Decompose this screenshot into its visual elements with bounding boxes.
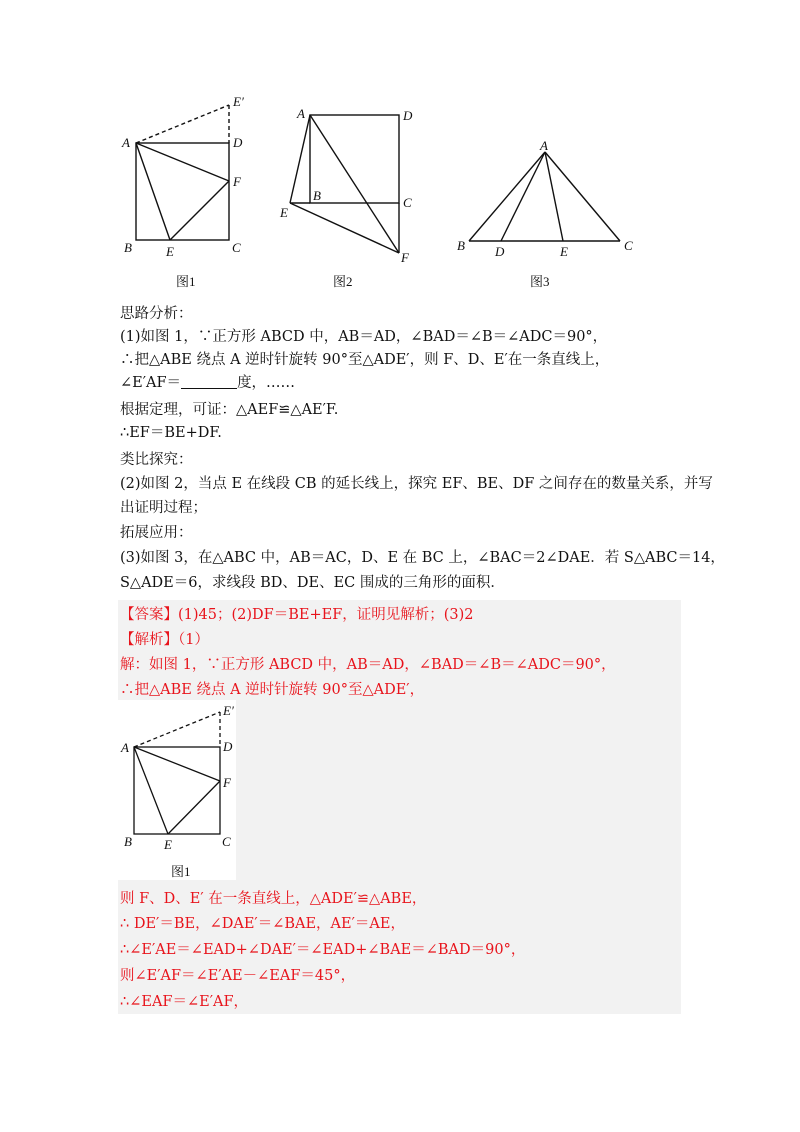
fig3-label-e: E [560,244,568,259]
solution-figure [118,700,236,880]
solution-figure-box [118,700,236,880]
fig3-label-b: B [457,238,465,253]
text-line-4b: 度，…… [237,375,296,391]
fig1-caption: 图1 [176,274,196,289]
fig2-label-c: C [403,195,412,210]
fig1-label-ep: E′ [233,94,244,109]
top-figures [0,0,800,300]
fig4-label-d: D [223,739,233,754]
fig3-label-c: C [624,238,633,253]
fig3-label-a: A [540,138,548,153]
analogy-heading: 类比探究： [120,452,193,468]
solution-line-2: ∴把△ABE 绕点 A 逆时针旋转 90°至△ADE′， [120,682,425,698]
fig1-label-c: C [232,240,241,255]
answer-blank [181,374,237,389]
text-line-4 [120,373,295,393]
text-line-8: (2)如图 2，当点 E 在线段 CB 的延长线上，探究 EF、BE、DF 之间存在的数量关系，并写 [120,476,713,492]
solution-line-1: 解：如图 1，∵正方形 ABCD 中，AB＝AD，∠BAD＝∠B＝∠ADC＝90°， [120,657,616,673]
fig2-caption: 图2 [333,274,353,289]
fig4-label-ep: E′ [223,703,234,718]
text-line-11: (3)如图 3，在△ABC 中，AB＝AC，D、E 在 BC 上，∠BAC＝2∠DAE．若 S△ABC＝14， [120,550,725,566]
fig2-label-f: F [401,250,409,265]
fig3-label-d: D [495,244,505,259]
fig2-label-e: E [280,205,288,220]
fig1-label-f: F [233,174,241,189]
solution-line-7: ∴∠EAF＝∠E′AF， [120,994,249,1010]
text-line-4a: ∠E′AF＝ [120,375,182,391]
text-line-5: 根据定理，可证：△AEF≌△AE′F. [120,402,339,418]
fig4-label-a: A [121,740,129,755]
fig4-label-f: F [223,775,231,790]
figure-1 [136,105,229,240]
fig2-label-b: B [313,188,321,203]
fig1-label-b: B [124,240,132,255]
text-line-9: 出证明过程； [120,500,207,516]
text-line-3: ∴把△ABE 绕点 A 逆时针旋转 90°至△ADE′，则 F、D、E′在一条直线上， [120,352,610,368]
fig4-label-b: B [124,834,132,849]
figure-2 [290,115,399,253]
fig4-label-c: C [222,834,231,849]
fig2-label-d: D [403,108,413,123]
fig1-label-a: A [122,135,130,150]
extension-heading: 拓展应用： [120,525,193,541]
analysis-label: 【解析】（1） [120,632,209,648]
text-line-6: ∴EF＝BE+DF. [120,425,222,441]
text-line-2: (1)如图 1，∵正方形 ABCD 中，AB＝AD，∠BAD＝∠B＝∠ADC＝90°， [120,329,608,345]
solution-line-3: 则 F、D、E′ 在一条直线上，△ADE′≌△ABE， [120,891,427,907]
solution-line-4: ∴ DE′＝BE，∠DAE′＝∠BAE，AE′＝AE， [120,916,405,932]
fig4-label-e: E [164,837,172,852]
analysis-heading: 思路分析： [120,306,193,322]
answer-line: 【答案】(1)45；(2)DF＝BE+EF，证明见解析；(3)2 [120,607,474,623]
fig2-label-a: A [297,106,305,121]
fig1-label-e: E [166,244,174,259]
fig3-caption: 图3 [530,274,550,289]
solution-line-6: 则∠E′AF＝∠E′AE－∠EAF＝45°， [120,968,356,984]
solution-line-5: ∴∠E′AE＝∠EAD+∠DAE′＝∠EAD+∠BAE＝∠BAD＝90°， [120,942,526,958]
fig4-caption: 图1 [171,864,191,879]
text-line-12: S△ADE＝6，求线段 BD、DE、EC 围成的三角形的面积． [120,575,505,591]
fig1-label-d: D [233,135,243,150]
figure-3 [469,152,620,241]
